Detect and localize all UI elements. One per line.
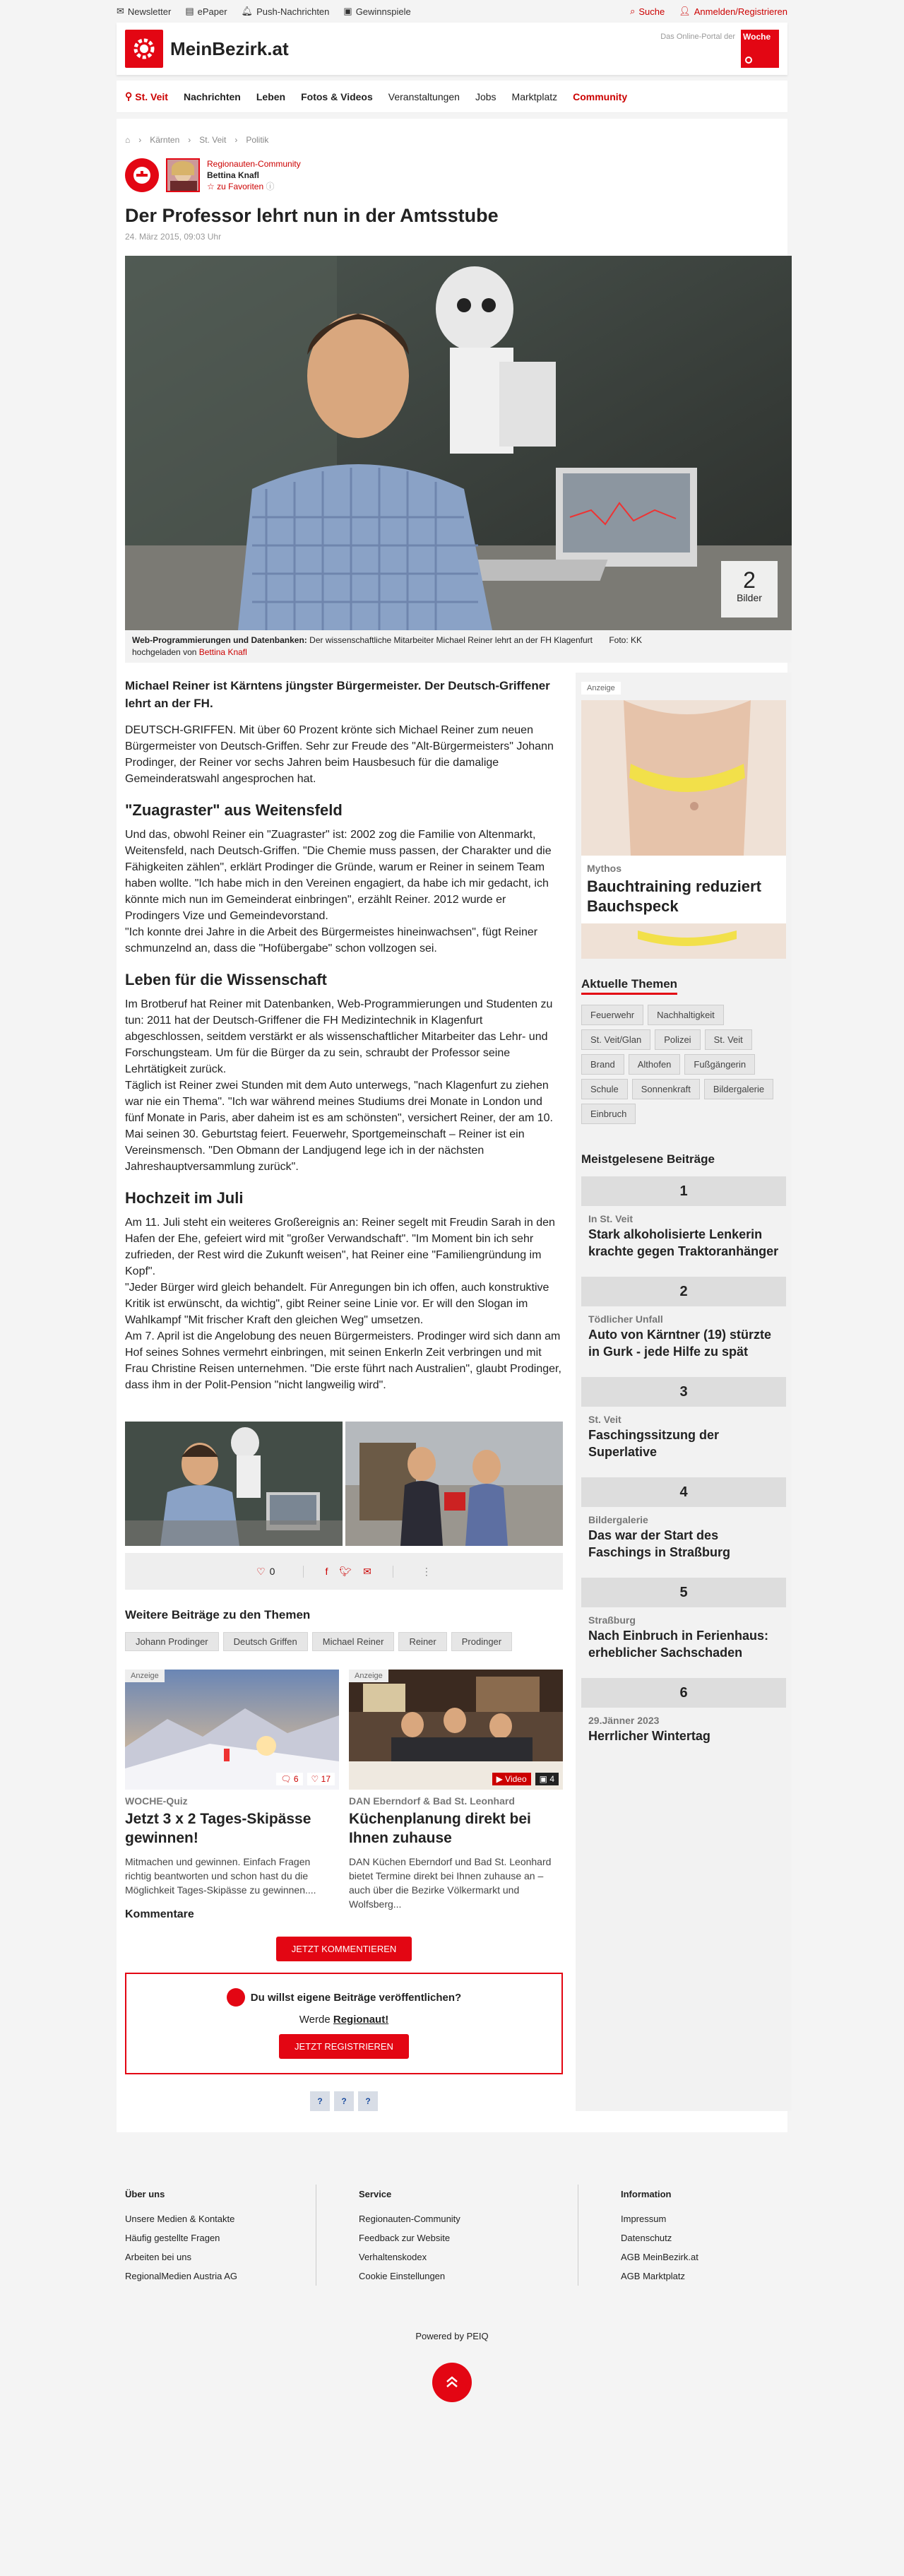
card-text: Mitmachen und gewinnen. Einfach Fragen richtig beantworten und schon hast du die Möglichkeit Tages-Skipässe zu gewinnen.... xyxy=(125,1856,316,1896)
promo-card[interactable] xyxy=(349,1670,563,1911)
woche-logo[interactable]: Woche xyxy=(741,30,779,68)
breadcrumb-item[interactable]: Politik xyxy=(246,135,269,145)
login-link[interactable]: 👤︎ Anmelden/Registrieren xyxy=(679,6,787,17)
share-icon[interactable]: ? xyxy=(310,2091,330,2111)
community-logo-icon xyxy=(125,158,159,192)
location-selector[interactable]: ⚲ St. Veit xyxy=(125,90,168,102)
article-date: 24. März 2015, 09:03 Uhr xyxy=(125,232,222,242)
topic-tag[interactable]: Johann Prodinger xyxy=(125,1632,219,1651)
topic-tag[interactable]: Feuerwehr xyxy=(581,1005,643,1025)
section-heading: "Zuagraster" aus Weitensfeld xyxy=(125,801,343,819)
footer-link[interactable]: Unsere Medien & Kontakte xyxy=(125,2214,235,2224)
card-text: DAN Küchen Eberndorf und Bad St. Leonhard bietet Termine direkt bei Ihnen zuhause an – auch über die Bezirke Völkermarkt und Wolfsberg... xyxy=(349,1856,552,1910)
topic-tag[interactable]: Deutsch Griffen xyxy=(223,1632,308,1651)
section-heading: Leben für die Wissenschaft xyxy=(125,971,327,988)
push-link[interactable]: 🔔︎ Push-Nachrichten xyxy=(241,6,330,17)
hero-image[interactable] xyxy=(125,256,792,630)
most-read-list xyxy=(581,1176,786,1753)
nav-item-leben[interactable]: Leben xyxy=(256,90,286,102)
promo-image xyxy=(125,1670,339,1790)
sidebar-ad-strip xyxy=(581,923,786,959)
site-header xyxy=(117,23,787,75)
topic-tag[interactable]: Polizei xyxy=(655,1029,700,1050)
topic-tag[interactable]: Prodinger xyxy=(451,1632,512,1651)
footer-col-information: Information Impressum Datenschutz AGB MeinBezirk.at AGB Marktplatz xyxy=(621,2185,698,2286)
topic-tag[interactable]: Schule xyxy=(581,1079,628,1099)
twitter-share-icon[interactable]: 🐦︎ xyxy=(339,1565,352,1577)
share-icons xyxy=(125,2091,563,2111)
section-heading: Hochzeit im Juli xyxy=(125,1189,244,1207)
avatar[interactable] xyxy=(166,158,200,192)
topic-tags xyxy=(125,1632,563,1651)
footer-link[interactable]: Impressum xyxy=(621,2214,667,2224)
article-body xyxy=(125,673,563,2111)
most-read-item[interactable]: 2 Tödlicher Unfall Auto von Kärntner (19) stürzte in Gurk - jede Hilfe zu spät xyxy=(581,1277,786,1369)
most-read-item[interactable]: 6 29.Jänner 2023 Herrlicher Wintertag xyxy=(581,1678,786,1753)
mail-icon: ✉ xyxy=(117,6,124,16)
facebook-share-icon[interactable]: f xyxy=(325,1566,328,1577)
topic-tag[interactable]: St. Veit xyxy=(705,1029,752,1050)
email-share-icon[interactable]: ✉ xyxy=(363,1565,371,1577)
paragraph: DEUTSCH-GRIFFEN. Mit über 60 Prozent krönte sich Michael Reiner zum neuen Bürgermeister von Deutsch-Griffen. Sehr zur Freude des "Alt-Bürgermeisters" Johann Prodinger, der Reiner vor sechs Jahren beim Hausbesuch für die damalige Gemeinderatswahl angesprochen hat. xyxy=(125,724,554,785)
most-read-heading: Meistgelesene Beiträge xyxy=(581,1152,715,1166)
nav-item-veranstaltungen[interactable]: Veranstaltungen xyxy=(388,90,460,102)
topic-tag[interactable]: Reiner xyxy=(398,1632,446,1651)
most-read-item[interactable]: 5 Straßburg Nach Einbruch in Ferienhaus: erheblicher Sachschaden xyxy=(581,1578,786,1670)
breadcrumb: ⌂ › Kärnten › St. Veit › Politik xyxy=(125,135,269,145)
topic-tag[interactable]: Fußgängerin xyxy=(684,1054,755,1075)
nav-item-fotos-videos[interactable]: Fotos & Videos xyxy=(301,90,373,102)
promo-card[interactable] xyxy=(125,1670,339,1911)
related-topics-heading: Weitere Beiträge zu den Themen xyxy=(125,1608,311,1621)
author-name[interactable]: Bettina Knafl xyxy=(207,170,260,180)
promo-cards xyxy=(125,1670,563,1911)
footer-col-about: Über uns Unsere Medien & Kontakte Häufig gestellte Fragen Arbeiten bei uns RegionalMedien Austria AG xyxy=(125,2185,316,2286)
main-nav xyxy=(117,81,787,113)
site-footer xyxy=(117,2132,787,2286)
like-count: ♡ 17 xyxy=(307,1773,335,1785)
woche-brand: Das Online-Portal der Woche xyxy=(660,30,779,68)
footer-col-service: Service Regionauten-Community Feedback zur Website Verhaltenskodex Cookie Einstellungen xyxy=(359,2185,578,2286)
register-box: Du willst eigene Beiträge veröffentlichen? Werde Regionaut! JETZT REGISTRIEREN xyxy=(125,1973,563,2074)
nav-item-jobs[interactable]: Jobs xyxy=(475,90,496,102)
paragraph: Und das, obwohl Reiner ein "Zuagraster" ist: 2002 zog die Familie von Altenmarkt, Weitensfeld, nach Deutsch-Griffen. "Die Chemie muss passen, der Charakter und die Fähigkeiten zählen", erklärt Prodinger die Gründe, warum er Reiner in seinem Team haben wollte. "Ich habe mich in den Vereinen engagiert, da habe ich mir gedacht, ich könnte mich nun im Gemeinderat einbringen", erzählt Reiner. 2012 wurde er Prodingers Vize und Gemeindevorstand. "Ich konnte drei Jahre in die Arbeit des Bürgermeistes hineinwachsen", fügt Reiner schmunzelnd an, dass die "Hofübergabe" schon vollzogen sei. xyxy=(125,829,552,955)
regionaut-logo-icon xyxy=(227,1988,245,2007)
regionaut-link[interactable]: Regionaut! xyxy=(333,2014,389,2026)
search-icon: ⌕ xyxy=(630,6,636,16)
footer-link[interactable]: Feedback zur Website xyxy=(359,2233,451,2243)
location-pin-icon: ⚲ xyxy=(125,90,133,102)
ad-label: Anzeige xyxy=(125,1670,165,1682)
paragraph: Am 11. Juli steht ein weiteres Großereignis an: Reiner segelt mit Freudin Sarah in den Hafen der Ehe, gefeiert wird mit "großer Verwandschaft". "Im Moment bin ich sehr zufrieden, der Rest wird die Zukunft weisen", hat Reiner eine "Familiengründung im Kopf". "Jeder Bürger wird gleich behandelt. Für Anregungen bin ich offen, auch konstruktive Kritik ist erwünscht, da wichtig", gibt Reiner seine Linie vor. Er will den Slogan im Wahlkampf "Mit frischer Kraft den gleichen Weg" umsetzen. Am 7. April ist die Angelobung des neuen Bürgermeisters. Prodinger wird sich dann am Hof seines Sohnes vermehrt einbringen, mit seinen Enkerln Zeit verbringen und mit Frau Christine Reisen unternehmen. "Die erste führt nach Australien", glaubt Prodinger, dass ihm in der Polit-Pension "nicht langweilig wird". xyxy=(125,1217,561,1391)
footer-link[interactable]: Verhaltenskodex xyxy=(359,2252,427,2262)
footer-link[interactable]: Häufig gestellte Fragen xyxy=(125,2233,220,2243)
ad-label: Anzeige xyxy=(581,682,621,695)
share-icon[interactable]: ? xyxy=(358,2091,378,2111)
footer-link[interactable]: Regionauten-Community xyxy=(359,2214,460,2224)
user-icon: 👤︎ xyxy=(679,6,691,16)
card-kicker: WOCHE-Quiz xyxy=(125,1795,188,1807)
hero-photo xyxy=(125,256,792,630)
video-badge: ▶ Video xyxy=(492,1773,531,1785)
newspaper-icon: ▤ xyxy=(185,6,194,16)
current-topics-heading: Aktuelle Themen xyxy=(581,977,677,995)
card-title[interactable]: Jetzt 3 x 2 Tages-Skipässe gewinnen! xyxy=(125,1811,311,1846)
breadcrumb-item[interactable]: Kärnten xyxy=(150,135,180,145)
site-logo[interactable]: MeinBezirk.at xyxy=(125,30,289,68)
topic-tag[interactable]: Michael Reiner xyxy=(312,1632,395,1651)
promo-image xyxy=(349,1670,563,1790)
photo-count: ▣ 4 xyxy=(535,1773,559,1785)
breadcrumb-item[interactable]: St. Veit xyxy=(199,135,227,145)
gallery-image[interactable] xyxy=(125,1422,343,1546)
topic-tag[interactable]: Bildergalerie xyxy=(704,1079,773,1099)
author-box xyxy=(125,158,779,192)
topic-tag[interactable]: Nachhaltigkeit xyxy=(648,1005,724,1025)
logo-icon xyxy=(125,30,163,68)
footer-link[interactable]: AGB Marktplatz xyxy=(621,2271,686,2281)
scroll-to-top-button[interactable] xyxy=(432,2363,472,2402)
paragraph: Im Brotberuf hat Reiner mit Datenbanken, Web-Programmierungen und Studenten zu tun: 2011 hat der Deutsch-Griffener die FH Medizintechnik in Klagenfurt abgeschlossen, seitdem verstärkt er als wissenschaftlicher Mitarbeiter das Lehr- und Forschungsteam. Um für die Bürger da zu sein, schraubt der Professor seine Lehrtätigkeit zurück. Täglich ist Reiner zwei Stunden mit dem Auto unterwegs, "nach Klagenfurt zu ziehen war nie ein Thema". "Ich war während meines Studiums drei Monate in London und fünf Monate in Paris, aber daheim ist es am schönsten", versichert Reiner, der am 10. Mai seinen 30. Geburtstag feiert. Feuerwehr, Sportgemeinschaft – Reiner ist ein Vereinsmensch. "Den Obmann der Landjugend lege ich in der nächsten Jahreshauptversammlung zurück". xyxy=(125,998,553,1173)
article-title: Der Professor lehrt nun in der Amtsstube xyxy=(125,205,499,226)
favorite-button[interactable]: ☆ zu Favoriten ⓘ xyxy=(207,182,275,191)
topic-tag[interactable]: Althofen xyxy=(629,1054,681,1075)
topic-tag[interactable]: St. Veit/Glan xyxy=(581,1029,650,1050)
info-icon: ⓘ xyxy=(266,182,275,191)
card-kicker: DAN Eberndorf & Bad St. Leonhard xyxy=(349,1795,515,1807)
newsletter-link[interactable]: ✉ Newsletter xyxy=(117,6,172,17)
home-icon[interactable]: ⌂ xyxy=(125,135,131,145)
footer-link[interactable]: Cookie Einstellungen xyxy=(359,2271,446,2281)
gewinnspiele-link[interactable]: ▣ Gewinnspiele xyxy=(343,6,411,17)
comment-count: 🗨︎ 6 xyxy=(276,1773,302,1785)
star-icon: ☆ xyxy=(207,182,215,191)
epaper-link[interactable]: ▤ ePaper xyxy=(185,6,227,17)
gallery-image[interactable] xyxy=(345,1422,563,1546)
nav-item-community[interactable]: Community xyxy=(573,90,628,102)
heart-icon: ♡ xyxy=(256,1565,266,1577)
footer-link[interactable]: Arbeiten bei uns xyxy=(125,2252,191,2262)
current-topics xyxy=(581,1005,786,1124)
nav-item-nachrichten[interactable]: Nachrichten xyxy=(183,90,241,102)
ad-label: Anzeige xyxy=(349,1670,388,1682)
top-bar xyxy=(0,0,904,23)
most-read-item[interactable]: 3 St. Veit Faschingssitzung der Superlative xyxy=(581,1377,786,1469)
comments-heading: Kommentare xyxy=(125,1908,194,1920)
image-caption: Web-Programmierungen und Datenbanken: Der wissenschaftliche Mitarbeiter Michael Reiner lehrt an der FH Klagenfurt Foto: KK hochgeladen von Bettina Knafl xyxy=(125,630,792,663)
sidebar-ad-image[interactable] xyxy=(581,700,786,856)
most-read-item[interactable]: 4 Bildergalerie Das war der Start des Faschings in Straßburg xyxy=(581,1477,786,1569)
more-options-icon[interactable]: ⋮ xyxy=(421,1565,432,1577)
comment-button[interactable]: JETZT KOMMENTIEREN xyxy=(276,1937,412,1961)
search-link[interactable]: ⌕ Suche xyxy=(630,6,665,17)
bell-icon: 🔔︎ xyxy=(241,6,254,16)
most-read-item[interactable]: 1 In St. Veit Stark alkoholisierte Lenkerin krachte gegen Traktoranhänger xyxy=(581,1176,786,1268)
chevron-up-icon xyxy=(444,2374,460,2391)
powered-by: Powered by PEIQ xyxy=(415,2331,489,2341)
article-actions xyxy=(125,1553,563,1590)
footer-link[interactable]: Datenschutz xyxy=(621,2233,672,2243)
article-lead: Michael Reiner ist Kärntens jüngster Bürgermeister. Der Deutsch-Griffener lehrt an der FH. xyxy=(125,679,550,710)
share-icon[interactable]: ? xyxy=(334,2091,354,2111)
footer-link[interactable]: AGB MeinBezirk.at xyxy=(621,2252,698,2262)
card-title[interactable]: Küchenplanung direkt bei Ihnen zuhause xyxy=(349,1811,531,1846)
community-link[interactable]: Regionauten-Community xyxy=(207,159,301,169)
sidebar-ad-card[interactable]: Mythos Bauchtraining reduziert Bauchspeck xyxy=(581,856,786,923)
image-count-badge[interactable]: 2 Bilder xyxy=(721,561,778,618)
topic-tag[interactable]: Einbruch xyxy=(581,1104,636,1124)
sidebar xyxy=(576,673,792,2111)
like-button[interactable]: ♡ 0 xyxy=(256,1565,275,1577)
gift-icon: ▣ xyxy=(343,6,352,16)
article-page xyxy=(117,119,787,2132)
topic-tag[interactable]: Brand xyxy=(581,1054,624,1075)
topic-tag[interactable]: Sonnenkraft xyxy=(632,1079,700,1099)
nav-item-marktplatz[interactable]: Marktplatz xyxy=(511,90,558,102)
image-gallery xyxy=(125,1422,563,1546)
footer-link[interactable]: RegionalMedien Austria AG xyxy=(125,2271,237,2281)
uploader-link[interactable]: Bettina Knafl xyxy=(198,647,247,657)
register-button[interactable]: JETZT REGISTRIEREN xyxy=(279,2034,409,2059)
